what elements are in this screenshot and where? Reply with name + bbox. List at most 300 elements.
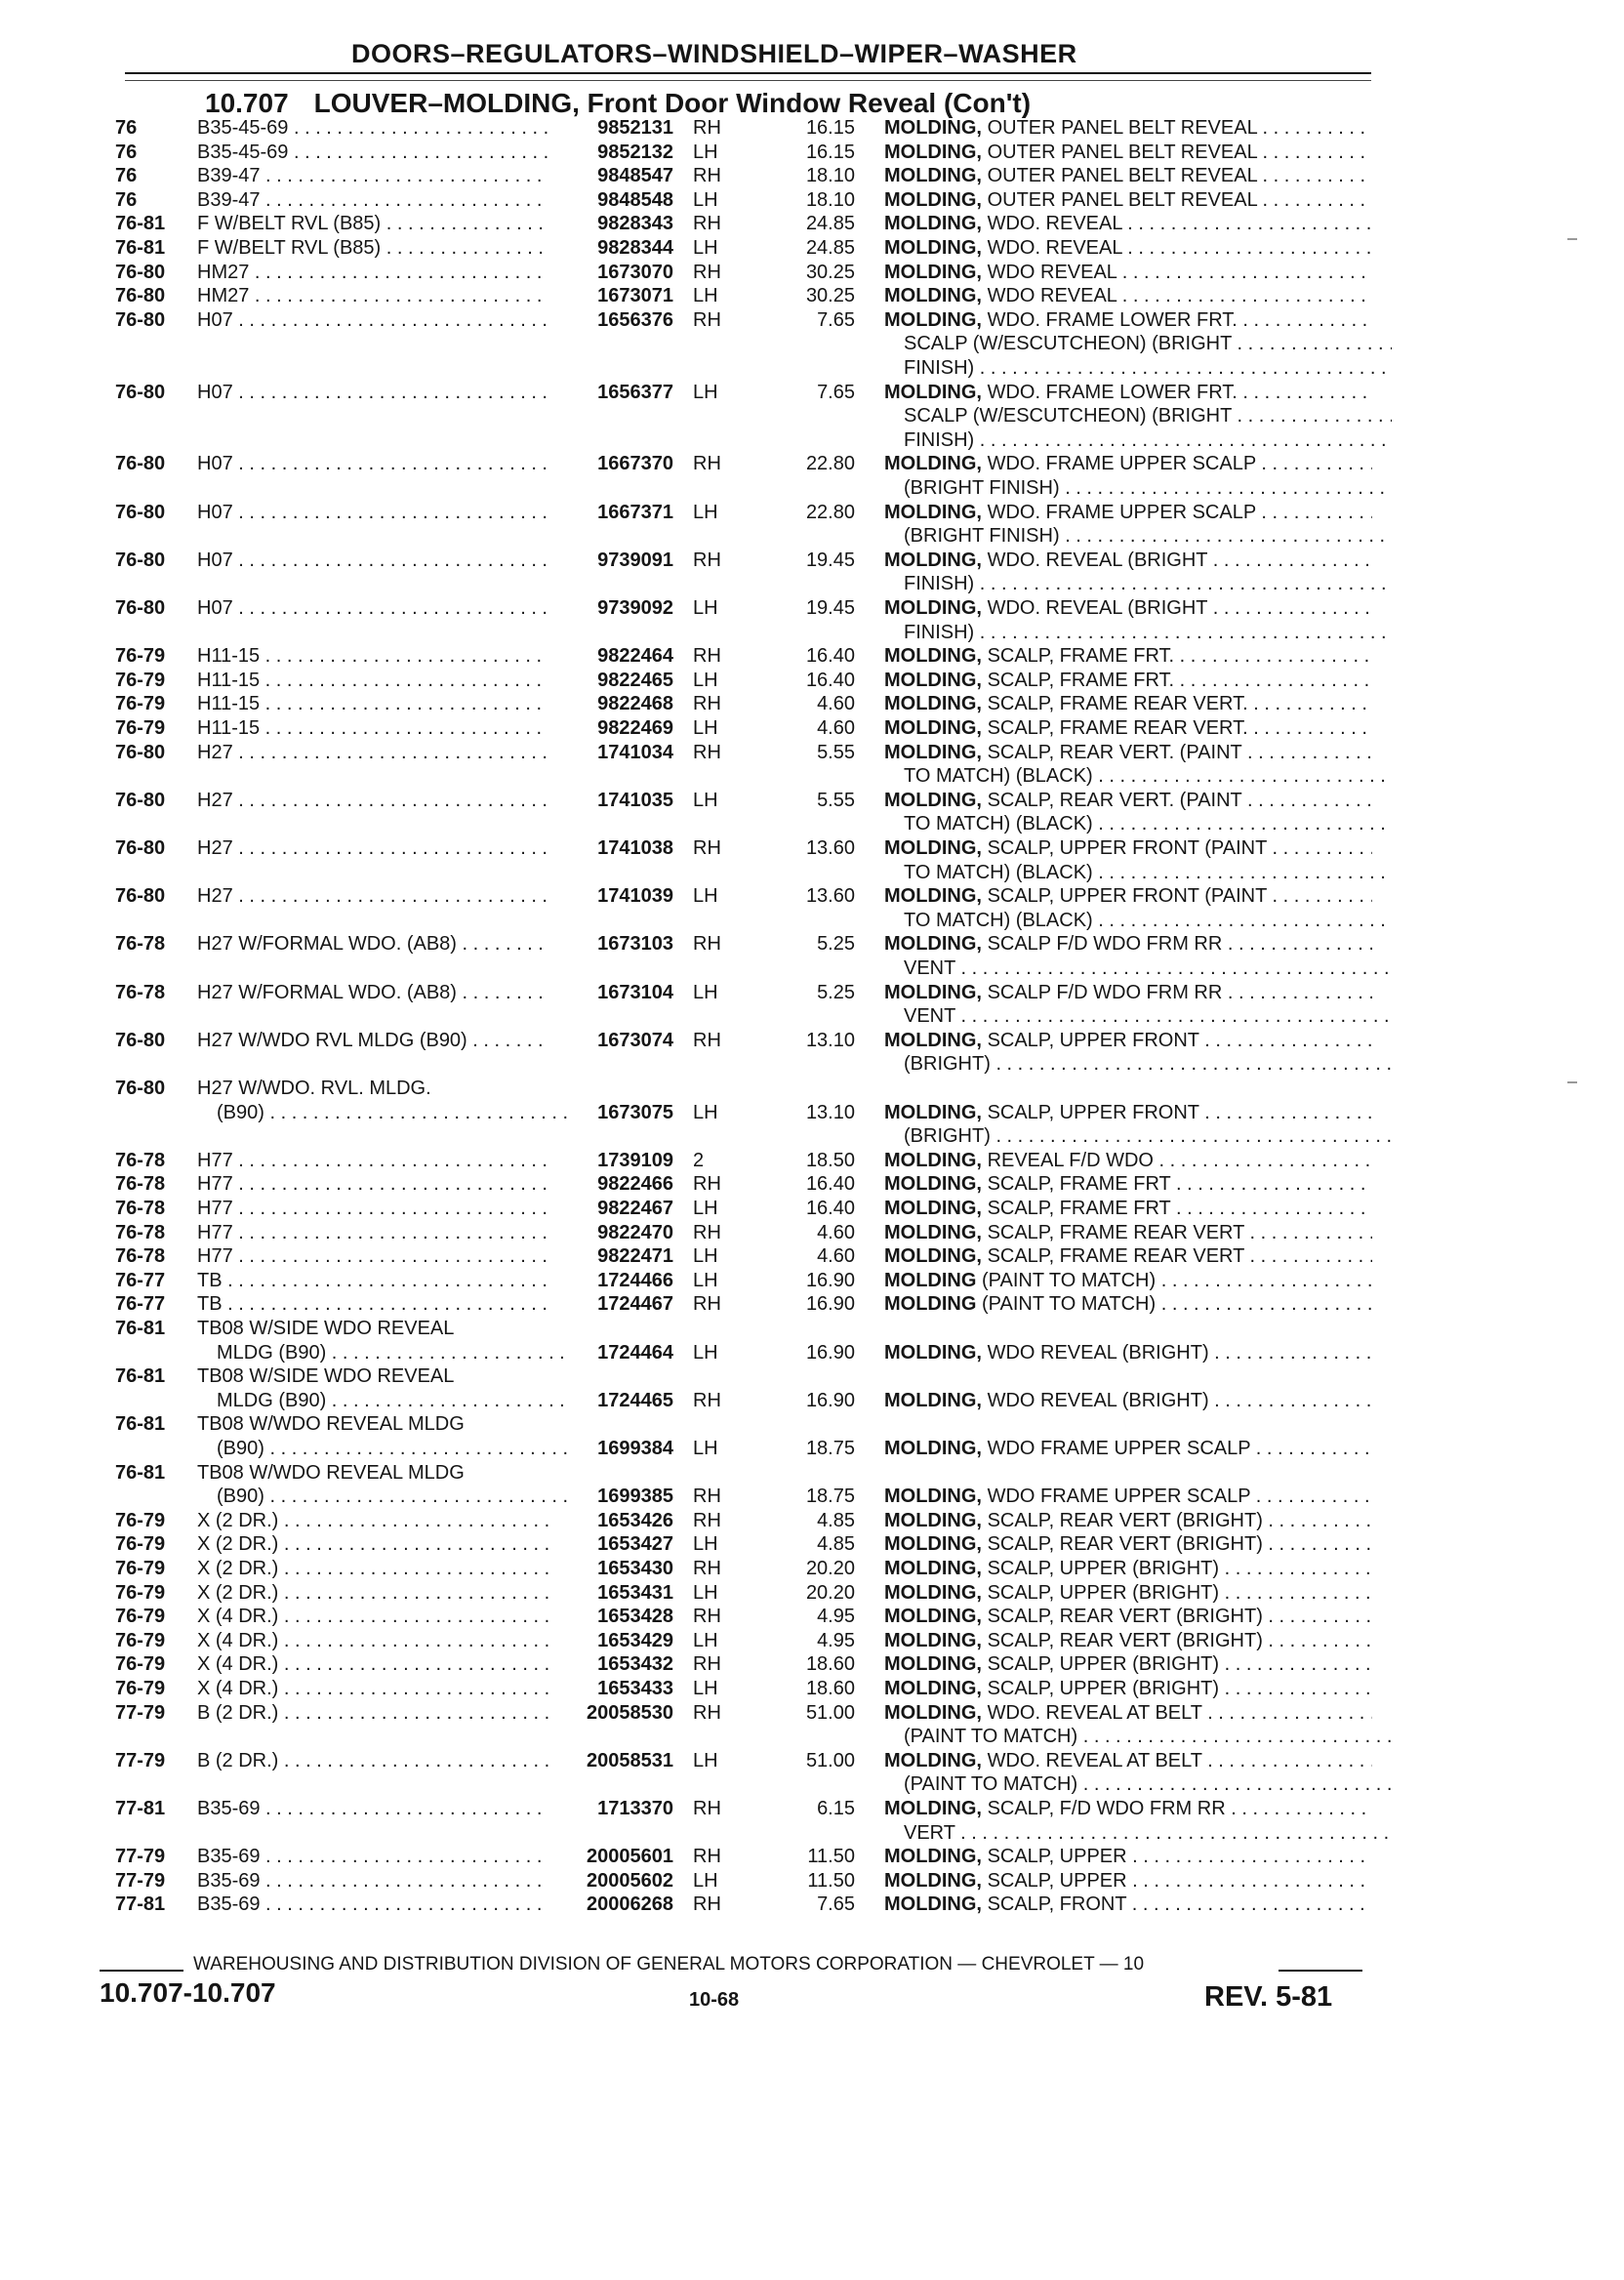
part-type: MOLDING, bbox=[884, 693, 982, 715]
list-price: 4.60 bbox=[817, 693, 855, 715]
part-number: 9822470 bbox=[597, 1221, 673, 1243]
part-type: MOLDING, bbox=[884, 1486, 982, 1508]
part-description bbox=[884, 597, 1372, 619]
side-code: RH bbox=[693, 1509, 721, 1531]
page-title: DOORS–REGULATORS–WINDSHIELD–WIPER–WASHER bbox=[351, 39, 1077, 68]
footer-right-rule bbox=[1279, 1970, 1362, 1972]
part-detail: SCALP, FRONT bbox=[987, 1893, 1127, 1916]
part-type: MOLDING, bbox=[884, 1798, 982, 1819]
part-detail: SCALP, FRAME FRT. bbox=[987, 669, 1175, 691]
part-number: 1653426 bbox=[597, 1509, 673, 1531]
part-type: MOLDING, bbox=[884, 501, 982, 523]
part-type: MOLDING, bbox=[884, 669, 982, 691]
model-year: 76-78 bbox=[115, 1173, 166, 1196]
part-type: MOLDING, bbox=[884, 645, 982, 668]
part-type: MOLDING, bbox=[884, 1389, 982, 1411]
part-detail: SCALP, FRAME FRT. bbox=[987, 645, 1175, 668]
list-price: 18.50 bbox=[805, 1149, 855, 1171]
side-code: LH bbox=[693, 1341, 718, 1364]
description-continuation bbox=[0, 573, 1624, 594]
table-row bbox=[0, 885, 1624, 907]
model-code-continuation: (B90) . . . bbox=[217, 1486, 568, 1507]
footer-division: WAREHOUSING AND DISTRIBUTION DIVISION OF GENERAL MOTORS CORPORATION — CHEVROLET — 10 bbox=[193, 1954, 1145, 1975]
part-type: MOLDING, bbox=[884, 1678, 982, 1699]
part-detail: SCALP, UPPER (BRIGHT) bbox=[987, 1558, 1220, 1579]
model-year: 77-79 bbox=[115, 1846, 166, 1868]
part-type: MOLDING, bbox=[884, 597, 982, 619]
part-description bbox=[884, 165, 1372, 186]
model-code: B35-69 . . . bbox=[197, 1798, 548, 1819]
part-description bbox=[884, 1342, 1372, 1364]
heading-rule bbox=[125, 80, 1371, 81]
description-text: (BRIGHT) . . . bbox=[904, 1053, 1392, 1075]
part-description bbox=[884, 262, 1372, 283]
part-description bbox=[884, 693, 1372, 714]
part-number: 9852131 bbox=[597, 117, 673, 139]
part-type: MOLDING, bbox=[884, 1558, 982, 1579]
model-code: H07 . . . bbox=[197, 502, 548, 523]
part-type: MOLDING, bbox=[884, 1438, 982, 1459]
part-detail: SCALP, REAR VERT (BRIGHT) . bbox=[987, 1606, 1274, 1628]
model-code: X (4 DR.) . . . bbox=[197, 1678, 548, 1699]
part-description bbox=[884, 1630, 1372, 1651]
list-price: 19.45 bbox=[805, 549, 855, 571]
part-number: 1699384 bbox=[597, 1438, 673, 1459]
model-year: 76-78 bbox=[115, 981, 166, 1003]
side-code: RH bbox=[693, 1293, 721, 1316]
list-price: 13.60 bbox=[805, 885, 855, 908]
table-row bbox=[0, 285, 1624, 306]
part-type: MOLDING bbox=[884, 1269, 977, 1291]
model-code: H07 . . . bbox=[197, 309, 548, 331]
model-year: 76-78 bbox=[115, 1221, 166, 1243]
part-detail: WDO. FRAME UPPER SCALP bbox=[987, 501, 1256, 523]
part-number: 1653432 bbox=[597, 1653, 673, 1676]
table-row bbox=[0, 1270, 1624, 1291]
description-continuation bbox=[0, 862, 1624, 883]
list-price: 6.15 bbox=[817, 1798, 855, 1819]
part-detail: SCALP, UPPER (BRIGHT) bbox=[987, 1653, 1220, 1676]
part-detail: SCALP, REAR VERT. (PAINT bbox=[987, 789, 1242, 811]
model-code: H27 W/WDO RVL MLDG (B90) . . . bbox=[197, 1030, 548, 1051]
part-number: 20006268 bbox=[587, 1893, 673, 1916]
part-number: 9739091 bbox=[597, 549, 673, 571]
part-detail: WDO FRAME UPPER SCALP bbox=[987, 1486, 1251, 1508]
model-code: F W/BELT RVL (B85) . . . bbox=[197, 237, 548, 259]
part-type: MOLDING, bbox=[884, 381, 982, 403]
side-code: RH bbox=[693, 1798, 721, 1819]
model-code: TB08 W/WDO REVEAL MLDG bbox=[197, 1413, 465, 1436]
model-year: 76-80 bbox=[115, 453, 166, 475]
part-number: 9828344 bbox=[597, 237, 673, 259]
part-detail: WDO. FRAME LOWER FRT. bbox=[987, 308, 1238, 331]
part-type: MOLDING, bbox=[884, 885, 982, 908]
list-price: 24.85 bbox=[805, 213, 855, 235]
side-code: 2 bbox=[693, 1149, 705, 1171]
table-row bbox=[0, 1438, 1624, 1459]
part-number: 1673071 bbox=[597, 285, 673, 307]
part-description bbox=[884, 1222, 1372, 1243]
description-text: FINISH) . . . bbox=[904, 573, 1392, 594]
part-description bbox=[884, 670, 1372, 691]
list-price: 20.20 bbox=[805, 1581, 855, 1604]
description-continuation bbox=[0, 1773, 1624, 1795]
part-description bbox=[884, 1102, 1372, 1123]
description-text: VERT . . . bbox=[904, 1822, 1392, 1844]
list-price: 16.90 bbox=[805, 1389, 855, 1411]
side-code: LH bbox=[693, 285, 718, 307]
part-description bbox=[884, 142, 1372, 163]
table-row bbox=[0, 1390, 1624, 1411]
model-code: H27 W/FORMAL WDO. (AB8) . . . . bbox=[197, 933, 548, 955]
part-number: 1724467 bbox=[597, 1293, 673, 1316]
table-row bbox=[0, 165, 1624, 186]
model-year: 76-79 bbox=[115, 645, 166, 668]
list-price: 11.50 bbox=[807, 1869, 855, 1892]
model-code: B35-45-69 . . . bbox=[197, 117, 548, 139]
model-year: 76 bbox=[115, 117, 138, 139]
side-code: RH bbox=[693, 308, 721, 331]
side-code: LH bbox=[693, 188, 718, 211]
list-price: 4.85 bbox=[817, 1509, 855, 1531]
side-code: RH bbox=[693, 693, 721, 715]
part-type: MOLDING, bbox=[884, 308, 982, 331]
part-number: 1673103 bbox=[597, 933, 673, 956]
part-description bbox=[884, 1582, 1372, 1604]
list-price: 16.90 bbox=[805, 1341, 855, 1364]
list-price: 5.55 bbox=[817, 741, 855, 763]
list-price: 16.40 bbox=[805, 645, 855, 668]
list-price: 30.25 bbox=[805, 285, 855, 307]
side-code: LH bbox=[693, 669, 718, 691]
part-description bbox=[884, 550, 1372, 571]
model-code: H27 . . . bbox=[197, 790, 548, 811]
side-code: RH bbox=[693, 1558, 721, 1579]
model-year: 76-80 bbox=[115, 597, 166, 619]
part-description bbox=[884, 453, 1372, 474]
model-year: 76-80 bbox=[115, 1029, 166, 1051]
model-code: B35-69 . . . bbox=[197, 1846, 548, 1867]
model-code: H07 . . . bbox=[197, 382, 548, 403]
model-code: H11-15 . . . bbox=[197, 693, 548, 714]
footer-revision: REV. 5-81 bbox=[1204, 1981, 1333, 2013]
list-price: 4.60 bbox=[817, 1221, 855, 1243]
part-description bbox=[884, 742, 1372, 763]
description-text: TO MATCH) (BLACK) . . . bbox=[904, 765, 1392, 787]
model-code: H27 . . . bbox=[197, 885, 548, 907]
model-year: 76 bbox=[115, 165, 138, 187]
description-text: TO MATCH) (BLACK) . . . bbox=[904, 862, 1392, 883]
part-type: MOLDING, bbox=[884, 1869, 982, 1892]
description-continuation bbox=[0, 525, 1624, 547]
part-description bbox=[884, 1438, 1372, 1459]
table-row bbox=[0, 1030, 1624, 1051]
list-price: 18.10 bbox=[805, 188, 855, 211]
part-detail: WDO. REVEAL bbox=[987, 237, 1122, 259]
side-code: RH bbox=[693, 645, 721, 668]
part-detail: SCALP, REAR VERT (BRIGHT) . bbox=[987, 1533, 1274, 1556]
part-number: 1741035 bbox=[597, 789, 673, 811]
part-description bbox=[884, 982, 1372, 1003]
model-year: 76-80 bbox=[115, 261, 166, 283]
model-year: 76-80 bbox=[115, 837, 166, 859]
part-description bbox=[884, 885, 1372, 907]
part-detail: WDO. REVEAL AT BELT bbox=[987, 1749, 1202, 1771]
side-code: RH bbox=[693, 1846, 721, 1868]
model-code: HM27 . . . bbox=[197, 285, 548, 306]
part-number: 1653431 bbox=[597, 1581, 673, 1604]
part-description bbox=[884, 790, 1372, 811]
table-row bbox=[0, 1173, 1624, 1195]
model-year: 76 bbox=[115, 141, 138, 163]
table-row bbox=[0, 1653, 1624, 1675]
table-row bbox=[0, 1102, 1624, 1123]
side-code: RH bbox=[693, 837, 721, 859]
title-rule bbox=[125, 72, 1371, 74]
list-price: 16.40 bbox=[805, 1198, 855, 1219]
model-year: 76-80 bbox=[115, 501, 166, 523]
model-code: X (2 DR.) . . . bbox=[197, 1510, 548, 1531]
part-description bbox=[884, 1893, 1372, 1915]
description-continuation bbox=[0, 1125, 1624, 1147]
description-continuation bbox=[0, 357, 1624, 379]
part-type: MOLDING, bbox=[884, 1846, 982, 1868]
side-code: LH bbox=[693, 237, 718, 259]
description-continuation bbox=[0, 429, 1624, 451]
part-description bbox=[884, 1798, 1372, 1819]
model-code: H77 . . . bbox=[197, 1150, 548, 1171]
part-description bbox=[884, 1533, 1372, 1555]
part-number: 1673074 bbox=[597, 1029, 673, 1051]
section-heading bbox=[205, 88, 1031, 119]
part-number: 1739109 bbox=[597, 1149, 673, 1171]
description-text: (BRIGHT FINISH) . . . bbox=[904, 477, 1392, 499]
table-row bbox=[0, 1678, 1624, 1699]
scan-edge-mark bbox=[1567, 238, 1577, 240]
part-type: MOLDING, bbox=[884, 1606, 982, 1628]
table-row bbox=[0, 742, 1624, 763]
part-detail: WDO REVEAL bbox=[987, 285, 1117, 307]
description-continuation bbox=[0, 910, 1624, 931]
footer-left-rule bbox=[100, 1970, 183, 1972]
model-code: H11-15 . . . bbox=[197, 717, 548, 739]
list-price: 13.60 bbox=[805, 837, 855, 859]
part-number: 20058531 bbox=[587, 1749, 673, 1771]
table-row bbox=[0, 645, 1624, 667]
model-year: 76-78 bbox=[115, 1149, 166, 1171]
part-type: MOLDING, bbox=[884, 1893, 982, 1916]
description-text: (PAINT TO MATCH) . . . bbox=[904, 1726, 1392, 1747]
list-price: 30.25 bbox=[805, 261, 855, 283]
model-code: B35-69 . . . bbox=[197, 1870, 548, 1892]
part-detail: SCALP, UPPER FRONT (PAINT bbox=[987, 885, 1267, 908]
description-text: (BRIGHT FINISH) . . . bbox=[904, 525, 1392, 547]
part-detail: WDO REVEAL bbox=[987, 261, 1117, 283]
table-row bbox=[0, 1486, 1624, 1507]
model-code: B (2 DR.) . . . bbox=[197, 1750, 548, 1771]
part-number: 1724466 bbox=[597, 1269, 673, 1291]
model-year: 76-79 bbox=[115, 1606, 166, 1628]
part-detail: SCALP, FRAME FRT bbox=[987, 1198, 1171, 1219]
table-row bbox=[0, 670, 1624, 691]
part-description bbox=[884, 717, 1372, 739]
list-price: 13.10 bbox=[805, 1101, 855, 1123]
table-row bbox=[0, 693, 1624, 714]
part-description bbox=[884, 213, 1372, 234]
side-code: LH bbox=[693, 1533, 718, 1556]
model-year: 77-81 bbox=[115, 1893, 166, 1916]
model-year: 76-80 bbox=[115, 549, 166, 571]
list-price: 19.45 bbox=[805, 597, 855, 619]
part-detail: WDO. REVEAL bbox=[987, 213, 1122, 235]
part-description bbox=[884, 1198, 1372, 1219]
side-code: RH bbox=[693, 1653, 721, 1676]
model-code: TB . . . bbox=[197, 1270, 548, 1291]
part-number: 1673104 bbox=[597, 981, 673, 1003]
part-type: MOLDING, bbox=[884, 188, 982, 211]
table-row bbox=[0, 1630, 1624, 1651]
list-price: 18.75 bbox=[805, 1438, 855, 1459]
side-code: RH bbox=[693, 1221, 721, 1243]
part-description bbox=[884, 1702, 1372, 1724]
side-code: LH bbox=[693, 141, 718, 163]
part-detail: OUTER PANEL BELT REVEAL . bbox=[987, 117, 1269, 139]
model-year: 76-79 bbox=[115, 1533, 166, 1556]
side-code: LH bbox=[693, 1749, 718, 1771]
scan-edge-mark bbox=[1567, 1081, 1577, 1083]
footer-page-number: 10-68 bbox=[689, 1989, 740, 2011]
side-code: RH bbox=[693, 453, 721, 475]
side-code: LH bbox=[693, 1581, 718, 1604]
side-code: LH bbox=[693, 1245, 718, 1268]
model-year: 76-80 bbox=[115, 789, 166, 811]
model-year: 76 bbox=[115, 188, 138, 211]
table-row bbox=[0, 142, 1624, 163]
list-price: 16.40 bbox=[805, 1173, 855, 1196]
part-detail: SCALP, FRAME REAR VERT. bbox=[987, 693, 1248, 715]
list-price: 24.85 bbox=[805, 237, 855, 259]
part-number: 9822471 bbox=[597, 1245, 673, 1268]
part-description bbox=[884, 237, 1372, 259]
model-code: B39-47 . . . bbox=[197, 189, 548, 211]
part-detail: SCALP, UPPER bbox=[987, 1846, 1127, 1868]
part-description bbox=[884, 309, 1372, 331]
part-detail: SCALP, FRAME REAR VERT bbox=[987, 1221, 1244, 1243]
model-code: X (2 DR.) . . . bbox=[197, 1533, 548, 1555]
part-type: MOLDING, bbox=[884, 837, 982, 859]
part-detail: WDO. REVEAL (BRIGHT bbox=[987, 597, 1208, 619]
list-price: 4.95 bbox=[817, 1606, 855, 1628]
model-year: 77-79 bbox=[115, 1869, 166, 1892]
table-row bbox=[0, 1318, 1624, 1339]
table-row bbox=[0, 1413, 1624, 1435]
description-continuation bbox=[0, 477, 1624, 499]
table-row bbox=[0, 1365, 1624, 1387]
part-type: MOLDING, bbox=[884, 1101, 982, 1123]
part-description bbox=[884, 1390, 1372, 1411]
part-detail: SCALP, REAR VERT (BRIGHT) . bbox=[987, 1629, 1274, 1651]
model-code: B35-45-69 . . . bbox=[197, 142, 548, 163]
part-type: MOLDING, bbox=[884, 1581, 982, 1604]
footer-section-code: 10.707-10.707 bbox=[100, 1977, 276, 2008]
table-row bbox=[0, 1510, 1624, 1531]
description-text: FINISH) . . . bbox=[904, 622, 1392, 643]
part-description bbox=[884, 1653, 1372, 1675]
part-detail: OUTER PANEL BELT REVEAL . bbox=[987, 188, 1269, 211]
model-year: 76-80 bbox=[115, 1078, 166, 1099]
description-text: FINISH) . . . bbox=[904, 429, 1392, 451]
model-code: X (4 DR.) . . . bbox=[197, 1653, 548, 1675]
model-code: H77 . . . bbox=[197, 1222, 548, 1243]
description-continuation bbox=[0, 333, 1624, 354]
list-price: 5.25 bbox=[817, 981, 855, 1003]
part-number: 1724465 bbox=[597, 1389, 673, 1411]
model-year: 76-80 bbox=[115, 885, 166, 908]
part-number: 1656376 bbox=[597, 308, 673, 331]
part-detail: SCALP, REAR VERT (BRIGHT) . bbox=[987, 1509, 1274, 1531]
side-code: LH bbox=[693, 981, 718, 1003]
part-number: 1656377 bbox=[597, 381, 673, 403]
model-year: 76-78 bbox=[115, 1198, 166, 1219]
model-year: 76-81 bbox=[115, 1461, 166, 1484]
part-detail: SCALP, UPPER FRONT (PAINT bbox=[987, 837, 1267, 859]
part-number: 9822469 bbox=[597, 717, 673, 739]
side-code: RH bbox=[693, 933, 721, 956]
part-number: 1673075 bbox=[597, 1101, 673, 1123]
table-row bbox=[0, 1846, 1624, 1867]
model-year: 76-79 bbox=[115, 1653, 166, 1676]
part-type: MOLDING, bbox=[884, 141, 982, 163]
table-row bbox=[0, 262, 1624, 283]
part-number: 9852132 bbox=[597, 141, 673, 163]
model-year: 76-81 bbox=[115, 213, 166, 235]
description-continuation bbox=[0, 813, 1624, 835]
side-code: RH bbox=[693, 1701, 721, 1724]
table-row bbox=[0, 1222, 1624, 1243]
table-row bbox=[0, 1245, 1624, 1267]
part-description bbox=[884, 1846, 1372, 1867]
part-number: 9848547 bbox=[597, 165, 673, 187]
table-row bbox=[0, 1078, 1624, 1099]
description-text: SCALP (W/ESCUTCHEON) (BRIGHT . . . bbox=[904, 333, 1392, 354]
part-detail: WDO. REVEAL AT BELT bbox=[987, 1701, 1202, 1724]
part-type: MOLDING, bbox=[884, 1509, 982, 1531]
part-detail: SCALP, UPPER FRONT bbox=[987, 1101, 1199, 1123]
description-continuation bbox=[0, 1005, 1624, 1027]
model-code: H27 . . . bbox=[197, 837, 548, 859]
part-type: MOLDING, bbox=[884, 1149, 982, 1171]
part-detail: SCALP, FRAME REAR VERT. bbox=[987, 717, 1248, 739]
description-text: VENT . . . bbox=[904, 957, 1392, 979]
table-row bbox=[0, 1342, 1624, 1364]
model-year: 76-78 bbox=[115, 933, 166, 956]
table-row bbox=[0, 502, 1624, 523]
table-row bbox=[0, 453, 1624, 474]
part-type: MOLDING bbox=[884, 1293, 977, 1316]
part-number: 1699385 bbox=[597, 1486, 673, 1508]
description-text: TO MATCH) (BLACK) . . . bbox=[904, 910, 1392, 931]
list-price: 5.55 bbox=[817, 789, 855, 811]
side-code: RH bbox=[693, 549, 721, 571]
model-year: 76-79 bbox=[115, 717, 166, 739]
part-description bbox=[884, 1870, 1372, 1892]
model-code-continuation: (B90) . . . bbox=[217, 1102, 568, 1123]
model-year: 76-79 bbox=[115, 1678, 166, 1699]
part-description bbox=[884, 285, 1372, 306]
part-number: 20005601 bbox=[587, 1846, 673, 1868]
table-row bbox=[0, 1606, 1624, 1627]
model-code: H77 . . . bbox=[197, 1198, 548, 1219]
